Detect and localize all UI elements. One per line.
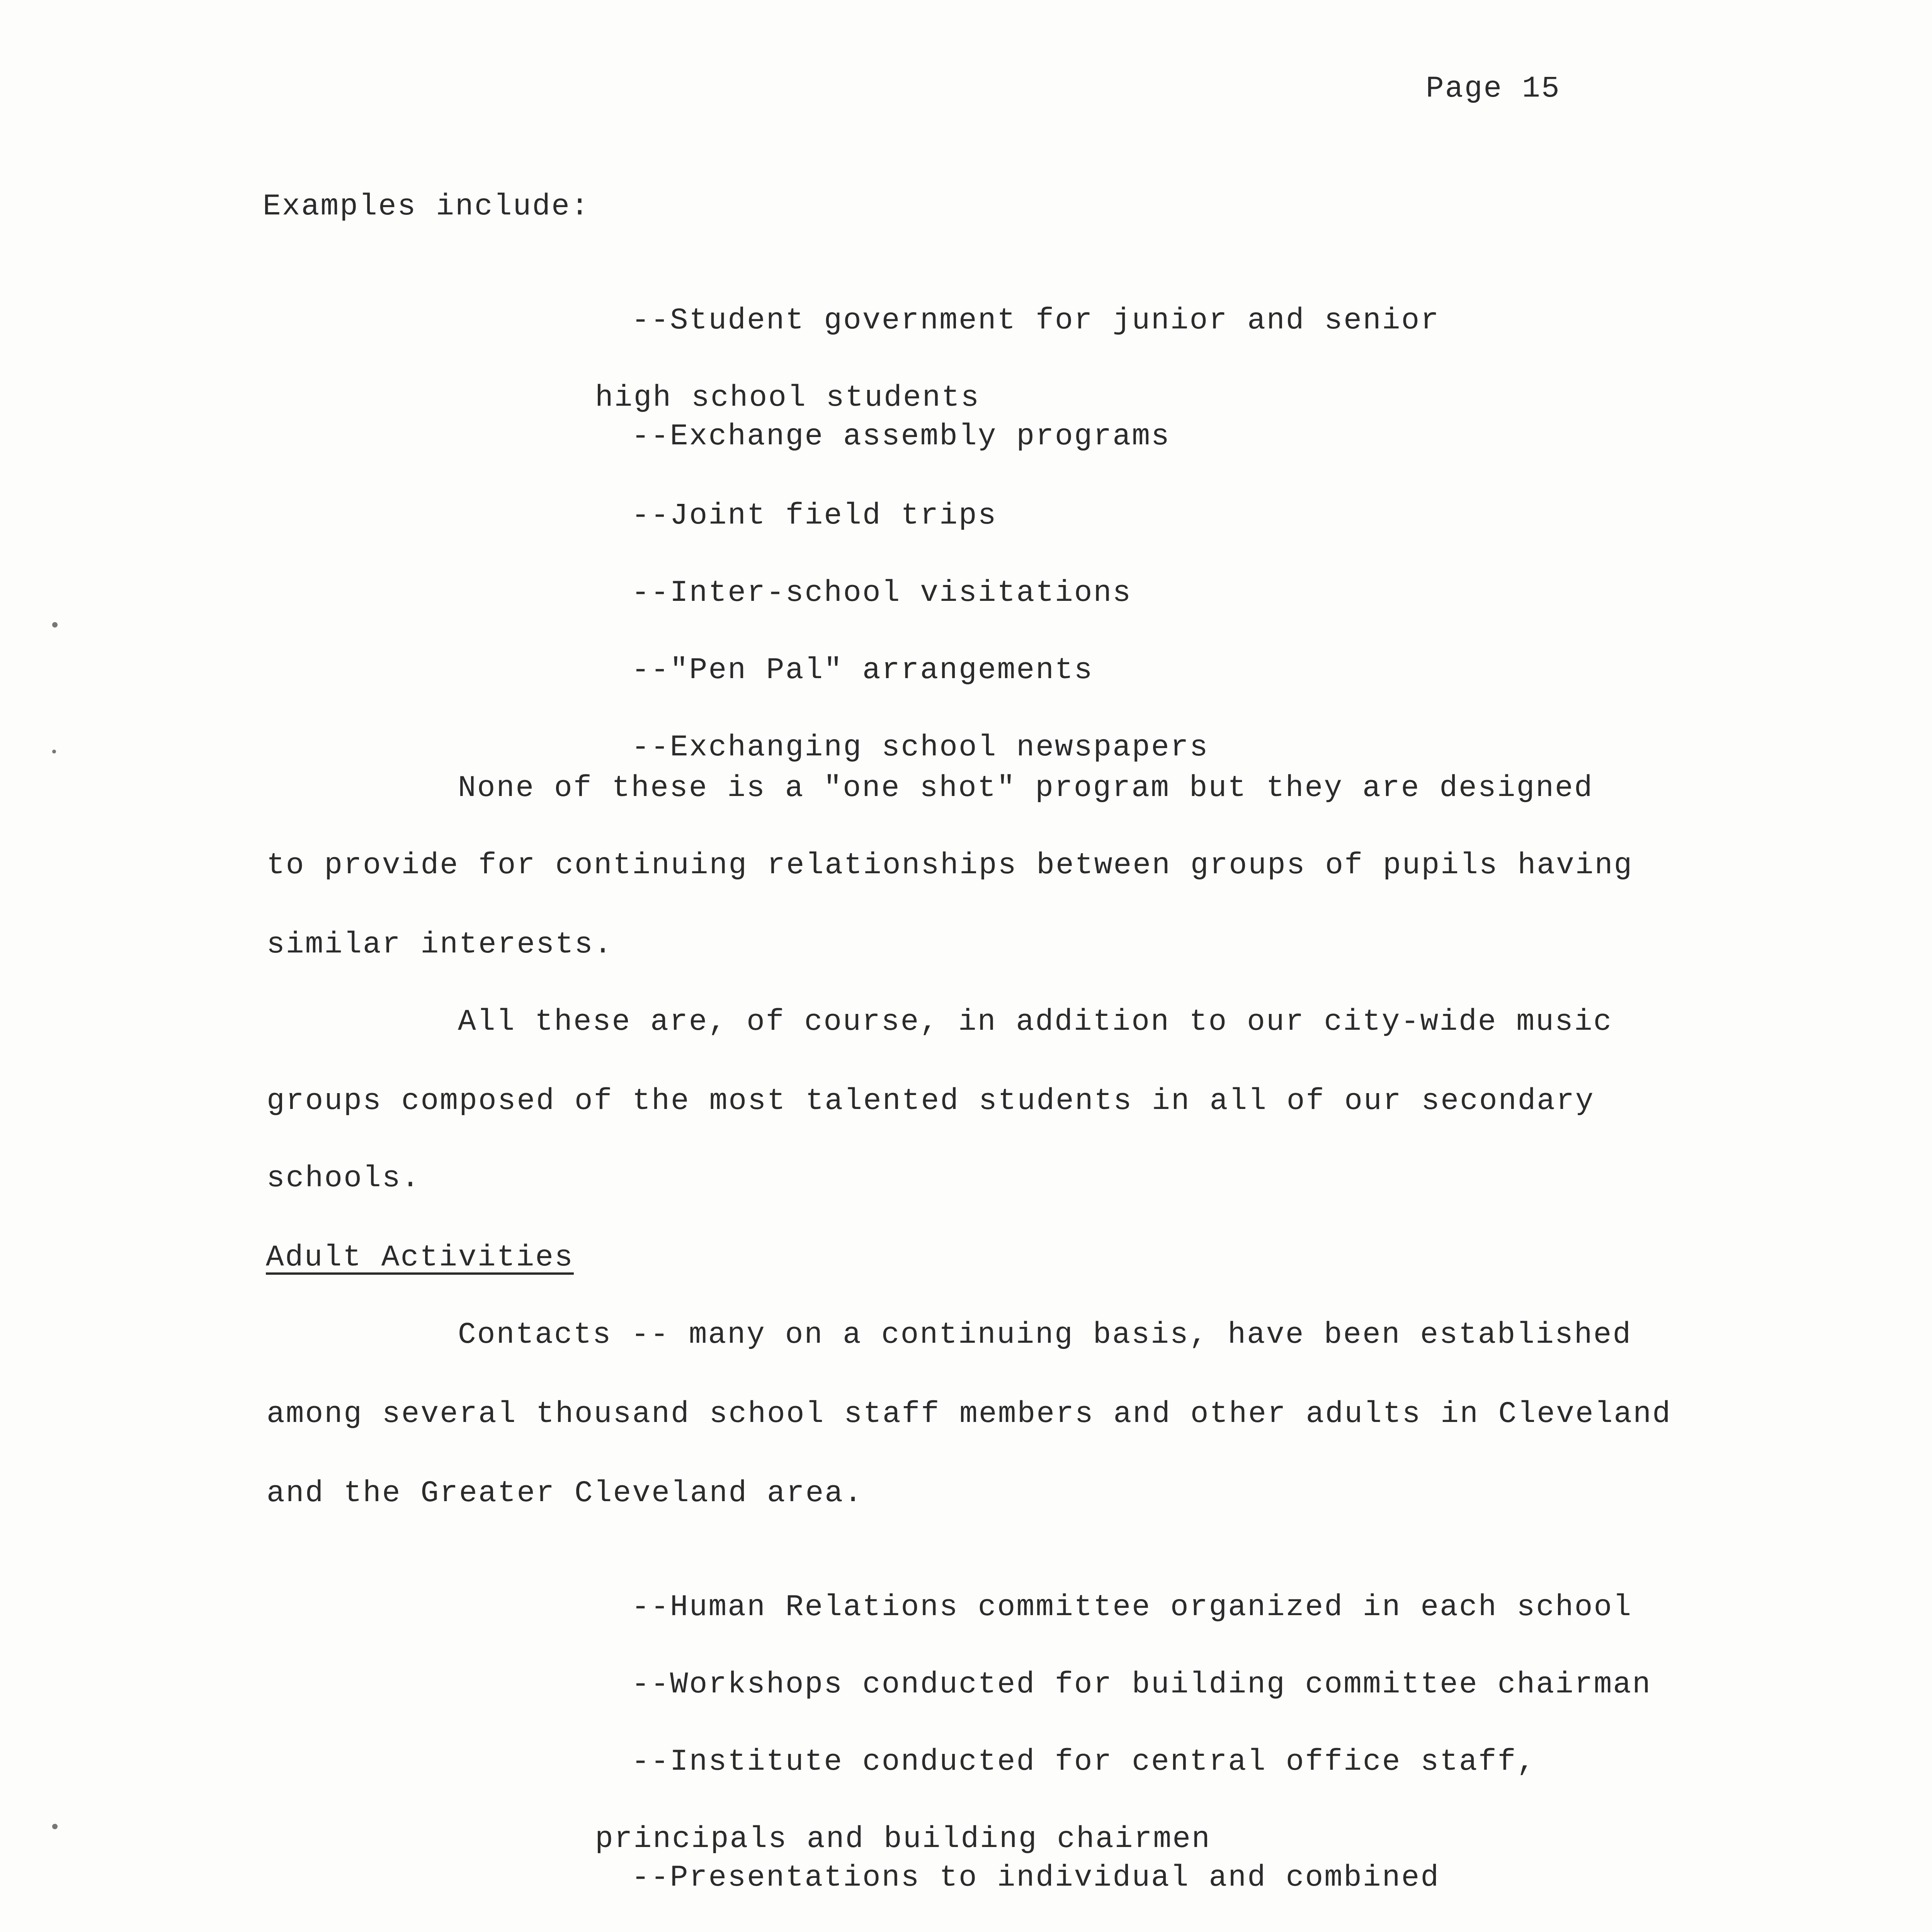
list-item-line: --"Pen Pal" arrangements xyxy=(631,653,1094,687)
page-number: Page 15 xyxy=(1426,72,1561,106)
list-item-line: --Institute conducted for central office staff, xyxy=(631,1745,1536,1779)
list-item-continuation: principals and building chairmen xyxy=(595,1822,1211,1856)
paragraph-line: and the Greater Cleveland area. xyxy=(267,1476,864,1510)
list-item-line: --Exchanging school newspapers xyxy=(631,731,1209,765)
section-heading: Adult Activities xyxy=(266,1241,574,1275)
scan-speck xyxy=(52,622,58,628)
list-item-line: --Exchange assembly programs xyxy=(631,420,1170,454)
list-item-line: --Presentations to individual and combined xyxy=(631,1861,1440,1895)
list-item-line: --Inter-school visitations xyxy=(631,576,1132,610)
paragraph-line: similar interests. xyxy=(267,928,613,962)
paragraph-line: All these are, of course, in addition to our city-wide music xyxy=(458,1005,1613,1039)
scan-speck xyxy=(52,1824,58,1829)
scan-speck xyxy=(52,750,56,753)
paragraph-line: schools. xyxy=(267,1162,421,1196)
paragraph-line: groups composed of the most talented students in all of our secondary xyxy=(267,1084,1595,1118)
paragraph-line: among several thousand school staff members and other adults in Cleveland xyxy=(267,1397,1672,1431)
list-item-line: --Workshops conducted for building committee chairman xyxy=(631,1668,1652,1702)
list-item xyxy=(554,1820,1440,1932)
paragraph-line: None of these is a "one shot" program but they are designed xyxy=(458,771,1594,805)
paragraph-line: Contacts -- many on a continuing basis, have been established xyxy=(458,1318,1632,1352)
list-item-line: --Human Relations committee organized in each school xyxy=(631,1590,1633,1624)
list-item-continuation: high school students xyxy=(595,381,980,415)
list-item-line: --Student government for junior and senior xyxy=(631,304,1440,338)
intro-text: Examples include: xyxy=(263,190,590,224)
list-item-line: --Joint field trips xyxy=(631,499,997,533)
paragraph-line: to provide for continuing relationships between groups of pupils having xyxy=(267,849,1633,883)
